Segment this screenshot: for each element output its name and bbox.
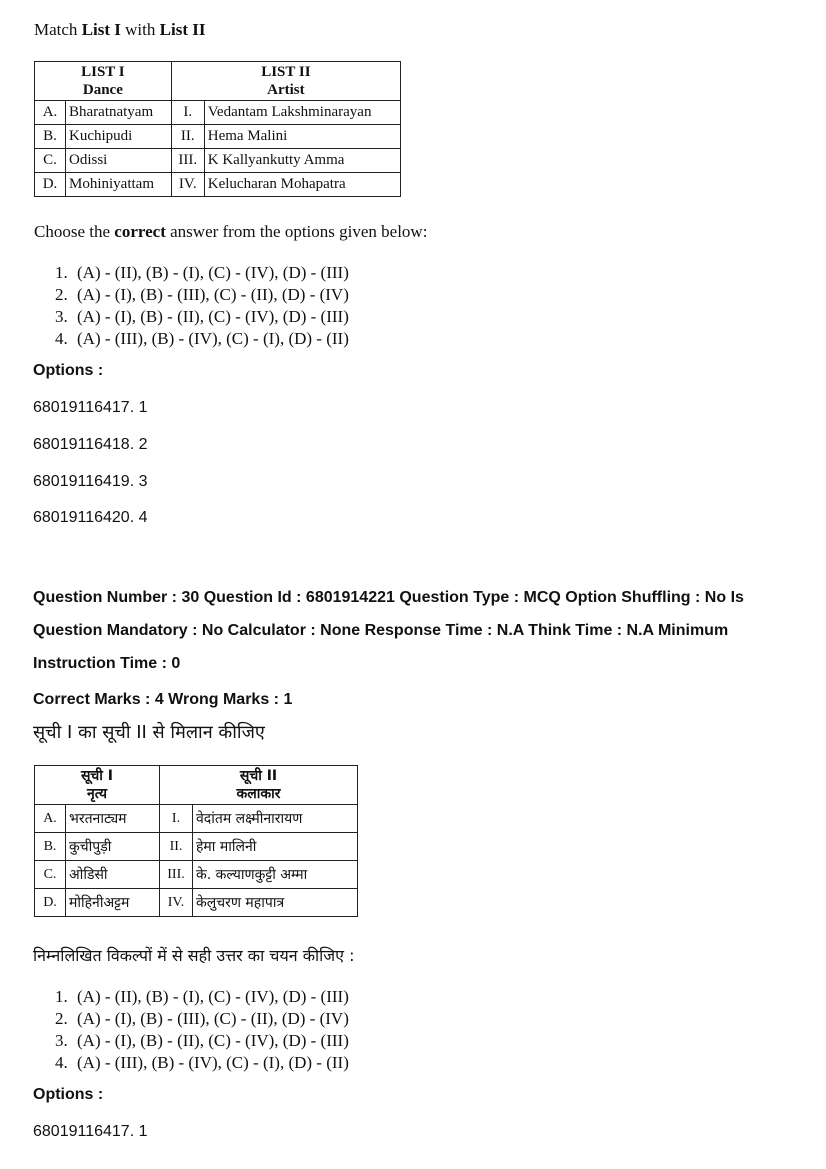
q2-row-key: D. <box>35 889 66 917</box>
table-row <box>35 173 401 197</box>
q2-row-key: C. <box>35 861 66 889</box>
q2-row-roman: II. <box>160 833 193 861</box>
q2-row-artist: वेदांतम लक्ष्मीनारायण <box>193 805 358 833</box>
q1-col1-h2: Dance <box>82 82 123 98</box>
q1-row-roman: II. <box>171 125 204 149</box>
q2-col1-h2: नृत्य <box>87 786 107 802</box>
q1-answer-text: (A) - (I), (B) - (III), (C) - (II), (D) - (IV) <box>77 285 349 304</box>
q2-row-artist: हेमा मालिनी <box>193 833 358 861</box>
q1-row-artist: K Kallyankutty Amma <box>204 149 400 173</box>
q2-row-key: B. <box>35 833 66 861</box>
q2-row-dance: मोहिनीअट्टम <box>66 889 160 917</box>
q1-answer-number: 1. <box>55 263 68 282</box>
list-item <box>55 284 349 306</box>
q2-row-roman: IV. <box>160 889 193 917</box>
q2-row-dance: ओडिसी <box>66 861 160 889</box>
q1-col1-h1: LIST I <box>81 64 125 80</box>
q2-col1-header <box>35 766 160 805</box>
q1-choose-suffix: answer from the options given below: <box>165 222 428 241</box>
q1-row-key: B. <box>35 125 66 149</box>
list-item <box>55 986 349 1008</box>
q1-col1-header <box>35 62 172 101</box>
q1-instruction-mid: with <box>120 20 160 39</box>
q2-instruction: सूची I का सूची II से मिलान कीजिए <box>33 722 265 743</box>
q1-row-roman: I. <box>171 101 204 125</box>
q2-answer-number: 4. <box>55 1053 68 1072</box>
q1-answer-number: 4. <box>55 329 68 348</box>
list-item <box>55 328 349 350</box>
q1-match-table <box>34 61 401 197</box>
q1-instruction-prefix: Match <box>34 20 82 39</box>
q1-row-dance: Mohiniyattam <box>66 173 172 197</box>
q1-option-1: 68019116417. 1 <box>33 399 148 416</box>
q1-answer-text: (A) - (I), (B) - (II), (C) - (IV), (D) - (III) <box>77 307 349 326</box>
table-row <box>35 125 401 149</box>
q1-row-artist: Vedantam Lakshminarayan <box>204 101 400 125</box>
q1-option-4: 68019116420. 4 <box>33 509 148 526</box>
q2-answer-text: (A) - (I), (B) - (II), (C) - (IV), (D) - (III) <box>77 1031 349 1050</box>
q1-col2-header <box>171 62 400 101</box>
q2-row-artist: के. कल्याणकुट्टी अम्मा <box>193 861 358 889</box>
q2-meta-line3: Instruction Time : 0 <box>33 655 181 672</box>
q2-col2-h2: कलाकार <box>236 786 281 802</box>
q2-option-1: 68019116417. 1 <box>33 1123 148 1140</box>
q1-choose-prefix: Choose the <box>34 222 115 241</box>
q1-option-2: 68019116418. 2 <box>33 436 148 453</box>
q1-row-key: A. <box>35 101 66 125</box>
table-row <box>35 833 358 861</box>
q1-option-3: 68019116419. 3 <box>33 473 148 490</box>
q1-row-roman: III. <box>171 149 204 173</box>
list-item <box>55 1030 349 1052</box>
q2-choose-text: निम्नलिखित विकल्पों में से सही उत्तर का चयन कीजिए : <box>33 946 355 965</box>
q1-row-dance: Kuchipudi <box>66 125 172 149</box>
q2-row-roman: I. <box>160 805 193 833</box>
q2-answer-text: (A) - (III), (B) - (IV), (C) - (I), (D) - (II) <box>77 1053 349 1072</box>
q1-row-dance: Odissi <box>66 149 172 173</box>
q1-choose-text <box>34 222 427 242</box>
q1-row-key: C. <box>35 149 66 173</box>
q1-row-roman: IV. <box>171 173 204 197</box>
q1-col2-h1: LIST II <box>261 64 311 80</box>
q2-row-artist: केलुचरण महापात्र <box>193 889 358 917</box>
list-item <box>55 1008 349 1030</box>
q2-col2-header <box>160 766 358 805</box>
q1-answer-text: (A) - (III), (B) - (IV), (C) - (I), (D) - (II) <box>77 329 349 348</box>
q1-instruction-list2: List II <box>159 20 206 39</box>
q1-answer-number: 2. <box>55 285 68 304</box>
q1-answer-text: (A) - (II), (B) - (I), (C) - (IV), (D) - (III) <box>77 263 349 282</box>
q1-answer-number: 3. <box>55 307 68 326</box>
table-row <box>35 101 401 125</box>
q2-answer-text: (A) - (II), (B) - (I), (C) - (IV), (D) - (III) <box>77 987 349 1006</box>
table-row <box>35 889 358 917</box>
q2-row-key: A. <box>35 805 66 833</box>
q2-meta-line1: Question Number : 30 Question Id : 6801914221 Question Type : MCQ Option Shuffling : No Is <box>33 589 744 606</box>
q1-instruction <box>34 20 205 40</box>
list-item <box>55 262 349 284</box>
q2-row-dance: कुचीपुड़ी <box>66 833 160 861</box>
table-row <box>35 805 358 833</box>
q2-match-table <box>34 765 358 917</box>
q2-row-dance: भरतनाट्यम <box>66 805 160 833</box>
q2-answer-text: (A) - (I), (B) - (III), (C) - (II), (D) - (IV) <box>77 1009 349 1028</box>
q2-answer-number: 1. <box>55 987 68 1006</box>
q1-choose-bold: correct <box>114 222 166 241</box>
q2-options-label: Options : <box>33 1086 104 1103</box>
q2-table-header <box>35 766 358 805</box>
q2-col2-h1: सूची II <box>239 768 278 784</box>
q1-options-label: Options : <box>33 362 104 379</box>
q2-meta-line4: Correct Marks : 4 Wrong Marks : 1 <box>33 691 293 708</box>
list-item <box>55 306 349 328</box>
q1-col2-h2: Artist <box>267 82 305 98</box>
list-item <box>55 1052 349 1074</box>
q2-answer-list <box>55 986 349 1074</box>
q2-row-roman: III. <box>160 861 193 889</box>
table-row <box>35 861 358 889</box>
q2-meta-line2: Question Mandatory : No Calculator : None Response Time : N.A Think Time : N.A Minimum <box>33 622 729 639</box>
q1-row-artist: Kelucharan Mohapatra <box>204 173 400 197</box>
table-row <box>35 149 401 173</box>
q1-instruction-list1: List I <box>81 20 121 39</box>
q1-answer-list <box>55 262 349 350</box>
q1-row-dance: Bharatnatyam <box>66 101 172 125</box>
q1-table-header <box>35 62 401 101</box>
q2-col1-h1: सूची I <box>80 768 114 784</box>
q2-answer-number: 3. <box>55 1031 68 1050</box>
q1-row-artist: Hema Malini <box>204 125 400 149</box>
q1-row-key: D. <box>35 173 66 197</box>
q2-answer-number: 2. <box>55 1009 68 1028</box>
